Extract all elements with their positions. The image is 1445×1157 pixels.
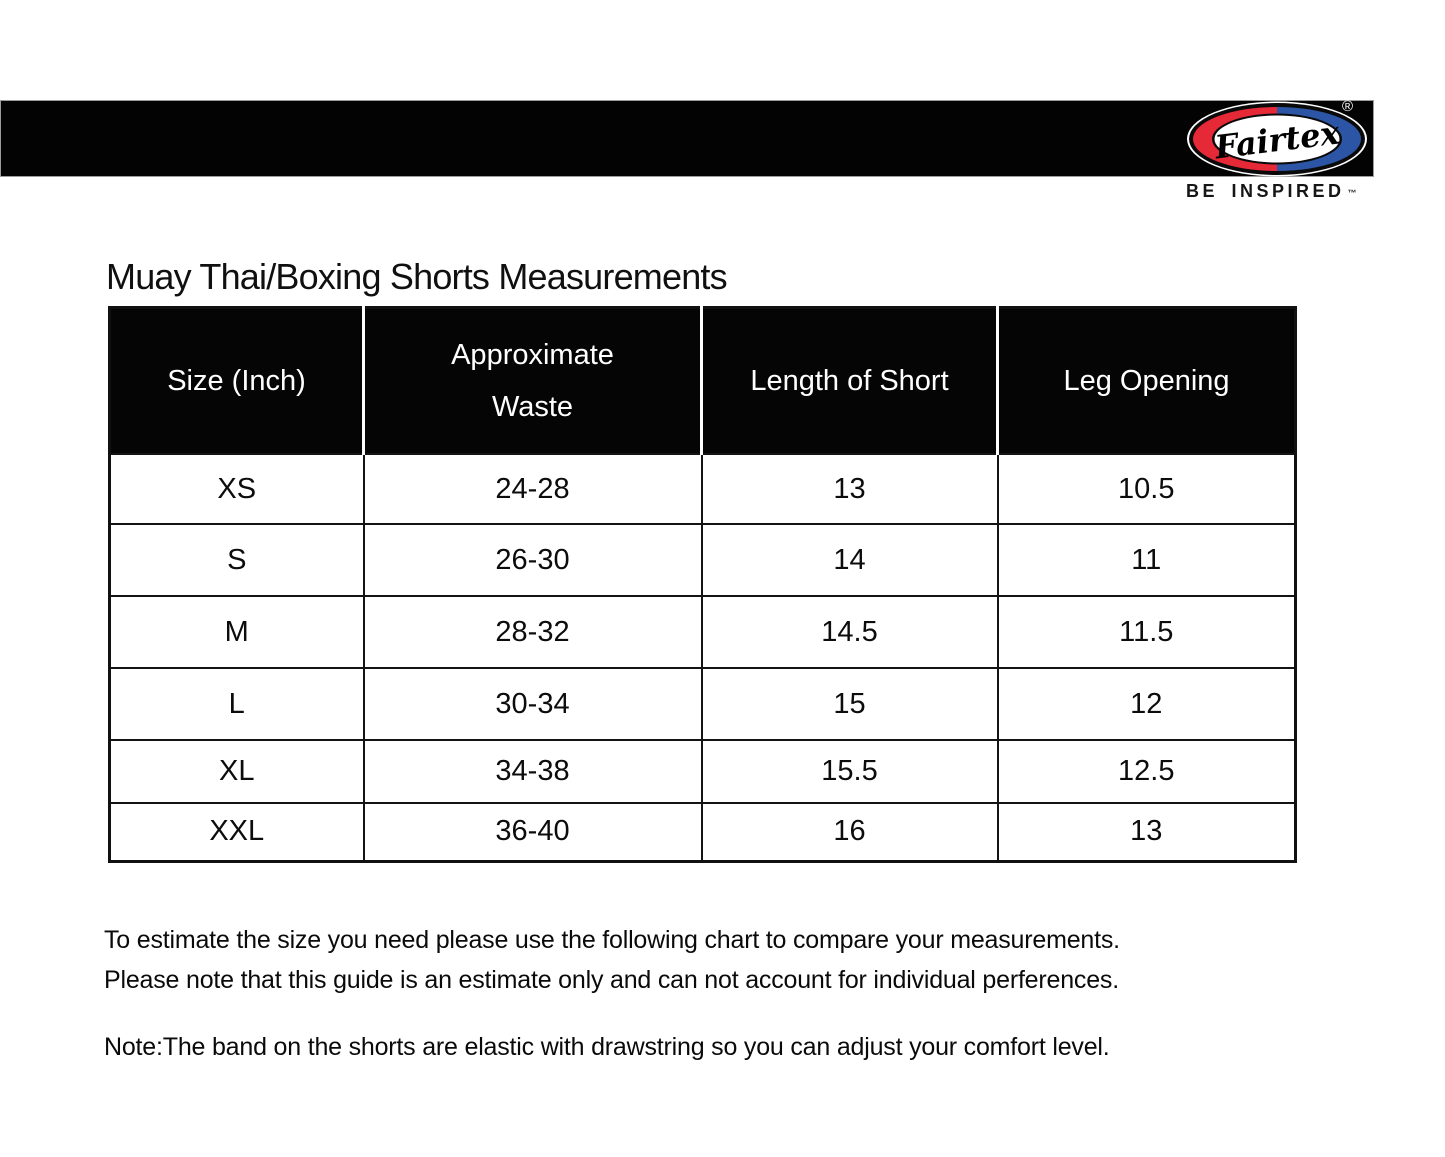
fairtex-logo-icon [1186,98,1368,177]
table-header [110,308,1296,455]
leg-cell: 11 [998,524,1296,596]
header-size [110,308,364,455]
size-cell: XL [110,740,364,803]
logo-script-text: Fairtex [1212,113,1342,167]
header-waist-label: Approximate [451,339,614,371]
size-cell: L [110,668,364,740]
length-cell: 14.5 [702,596,998,668]
page-title: Muay Thai/Boxing Shorts Measurements [106,256,727,297]
header-leg [998,308,1296,455]
header-waist-label2: Waste [491,391,574,423]
table-row-xl [110,740,1296,803]
leg-cell: 10.5 [998,454,1296,524]
tagline-text: BE INSPIRED [1186,181,1345,201]
length-cell: 15 [702,668,998,740]
sizing-guidance-paragraph [104,920,1120,1000]
waist-cell: 26-30 [364,524,702,596]
table-row-s [110,524,1296,596]
length-cell: 16 [702,803,998,861]
length-cell: 15.5 [702,740,998,803]
waist-cell: 36-40 [364,803,702,861]
header-length [702,308,998,455]
waist-cell: 24-28 [364,454,702,524]
table-row-m [110,596,1296,668]
table-body [110,454,1296,861]
size-cell: XS [110,454,364,524]
header-row [110,308,1296,455]
waist-cell: 28-32 [364,596,702,668]
leg-cell: 12.5 [998,740,1296,803]
length-cell: 13 [702,454,998,524]
size-cell: XXL [110,803,364,861]
length-cell: 14 [702,524,998,596]
brand-bar [0,100,1374,177]
leg-cell: 12 [998,668,1296,740]
table-row-l [110,668,1296,740]
size-chart-table [108,306,1297,863]
waist-cell: 34-38 [364,740,702,803]
brand-tagline [1186,181,1396,202]
leg-cell: 11.5 [998,596,1296,668]
sizing-guidance-line2: Please note that this guide is an estimate only and can not account for individual perferences. [104,966,1119,994]
table-row-xxl [110,803,1296,861]
table-row-xs [110,454,1296,524]
header-waist [364,308,702,455]
header-length-label: Length of Short [750,365,949,397]
size-cell: M [110,596,364,668]
trademark-icon: ™ [1347,188,1357,198]
header-leg-label: Leg Opening [1063,365,1230,397]
elastic-band-note: Note:The band on the shorts are elastic with drawstring so you can adjust your comfort level. [104,1033,1110,1061]
sizing-guidance-line1: To estimate the size you need please use the following chart to compare your measurements. [104,926,1120,954]
leg-cell: 13 [998,803,1296,861]
size-cell: S [110,524,364,596]
registered-trademark-icon: ® [1342,98,1354,115]
header-size-label: Size (Inch) [167,365,306,397]
waist-cell: 30-34 [364,668,702,740]
